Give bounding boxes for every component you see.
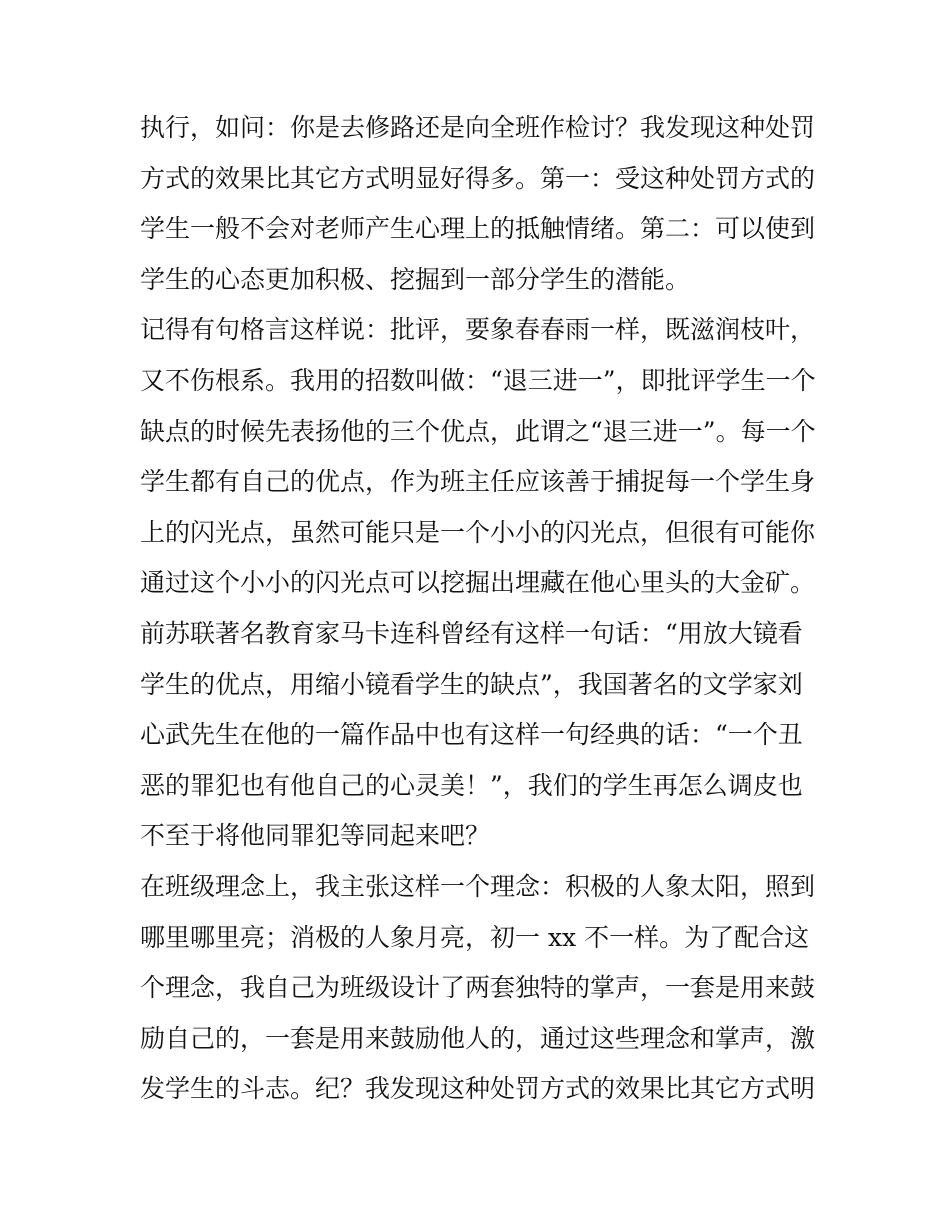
- text-line: 执行，如问：你是去修路还是向全班作检讨？我发现这种处罚: [140, 113, 816, 142]
- text-line: 不至于将他同罪犯等同起来吧？: [140, 821, 491, 851]
- text-line: 记得有句格言这样说：批评，要象春春雨一样，既滋润枝叶，: [140, 315, 816, 345]
- text-line: 发学生的斗志。纪？我发现这种处罚方式的效果比其它方式明: [140, 1074, 816, 1104]
- body-text: [140, 103, 820, 1115]
- text-line: 前苏联著名教育家马卡连科曾经有这样一句话：“用放大镜看: [140, 618, 803, 648]
- text-line: 学生的心态更加积极、挖掘到一部分学生的潜能。: [140, 264, 691, 294]
- text-line: 学生都有自己的优点，作为班主任应该善于捕捉每一个学生身: [140, 467, 816, 497]
- text-line: 学生一般不会对老师产生心理上的抵触情绪。第二：可以使到: [140, 214, 816, 244]
- text-line: 恶的罪犯也有他自己的心灵美！”，我们的学生再怎么调皮也: [140, 770, 803, 800]
- text-line: 在班级理念上，我主张这样一个理念：积极的人象太阳，照到: [140, 871, 816, 901]
- text-line: 学生的优点，用缩小镜看学生的缺点”，我国著名的文学家刘: [140, 669, 803, 699]
- text-line: 上的闪光点，虽然可能只是一个小小的闪光点，但很有可能你: [140, 517, 816, 547]
- text-line: 通过这个小小的闪光点可以挖掘出埋藏在他心里头的大金矿。: [140, 568, 816, 598]
- text-line: 哪里哪里亮；消极的人象月亮，初一 xx 不一样。为了配合这: [140, 922, 810, 952]
- text-line: 心武先生在他的一篇作品中也有这样一句经典的话：“一个丑: [140, 720, 803, 750]
- text-line: 个理念，我自己为班级设计了两套独特的掌声，一套是用来鼓: [140, 973, 816, 1003]
- text-line: 又不伤根系。我用的招数叫做：“退三进一”，即批评学生一个: [140, 365, 816, 395]
- text-line: 励自己的，一套是用来鼓励他人的，通过这些理念和掌声，激: [140, 1023, 816, 1053]
- text-line: 缺点的时候先表扬他的三个优点，此谓之“退三进一”。每一个: [140, 416, 816, 446]
- text-line: 方式的效果比其它方式明显好得多。第一：受这种处罚方式的: [140, 163, 816, 193]
